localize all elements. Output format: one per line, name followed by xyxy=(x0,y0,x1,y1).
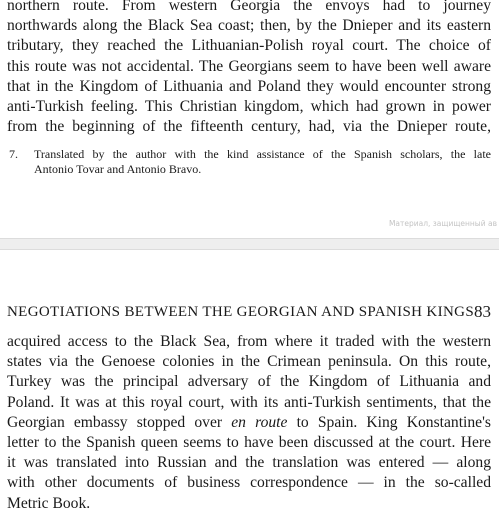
footnote-number: 7. xyxy=(9,147,18,161)
body-line-text: Poland. It was at this royal court, with its anti-Turkish sentiments, that the xyxy=(7,393,491,411)
copyright-watermark: Материал, защищенный ав xyxy=(388,219,497,228)
top-page-fragment xyxy=(0,0,499,238)
page-number: 83 xyxy=(474,302,491,321)
body-line: with other documents of business correspondence — in the so-called xyxy=(7,474,491,492)
body-line: states via the Genoese colonies in the Crimean peninsula. On this route, xyxy=(7,353,491,371)
body-line: this route was not accidental. The Georgians seem to have been well aware xyxy=(7,57,491,75)
footnote-text xyxy=(34,147,491,177)
footnote-line: Antonio Tovar and Antonio Bravo. xyxy=(34,162,202,176)
body-line: Metric Book. xyxy=(7,494,91,512)
body-line-text: Georgian embassy stopped over xyxy=(7,413,232,431)
running-head xyxy=(7,302,491,322)
body-line: northwards along the Black Sea coast; then, by the Dnieper and its eastern xyxy=(7,17,491,35)
body-line: anti-Turkish feeling. This Christian kingdom, which had grown in power xyxy=(7,98,491,116)
body-line: that in the Kingdom of Lithuania and Poland they would encounter strong xyxy=(7,77,491,95)
body-line xyxy=(7,413,491,433)
page-divider xyxy=(0,238,499,250)
italic-phrase: en route xyxy=(231,413,288,431)
bottom-page-fragment xyxy=(0,250,499,512)
bottom-page-body-text xyxy=(7,332,491,514)
body-line: northern route. From western Georgia the envoys had to journey xyxy=(7,0,491,14)
running-head-title: NEGOTIATIONS BETWEEN THE GEORGIAN AND SPANISH KINGS xyxy=(7,304,475,320)
body-line: tributary, they reached the Lithuanian-Polish royal court. The choice of xyxy=(7,37,491,55)
body-line: letter to the Spanish queen seems to have been discussed at the court. Here xyxy=(7,434,491,452)
body-line: it was translated into Russian and the translation was entered — along xyxy=(7,454,491,472)
footnote-line: Translated by the author with the kind assistance of the Spanish scholars, the late xyxy=(34,147,491,161)
body-line: from the beginning of the fifteenth century, had, via the Dnieper route, xyxy=(7,118,491,136)
top-page-body-text xyxy=(7,0,491,137)
body-line-text: to Spain. King Konstantine's xyxy=(287,413,491,431)
body-line: Turkey was the principal adversary of the Kingdom of Lithuania and xyxy=(7,373,491,391)
body-line: acquired access to the Black Sea, from where it traded with the western xyxy=(7,333,491,350)
body-line xyxy=(7,393,491,413)
